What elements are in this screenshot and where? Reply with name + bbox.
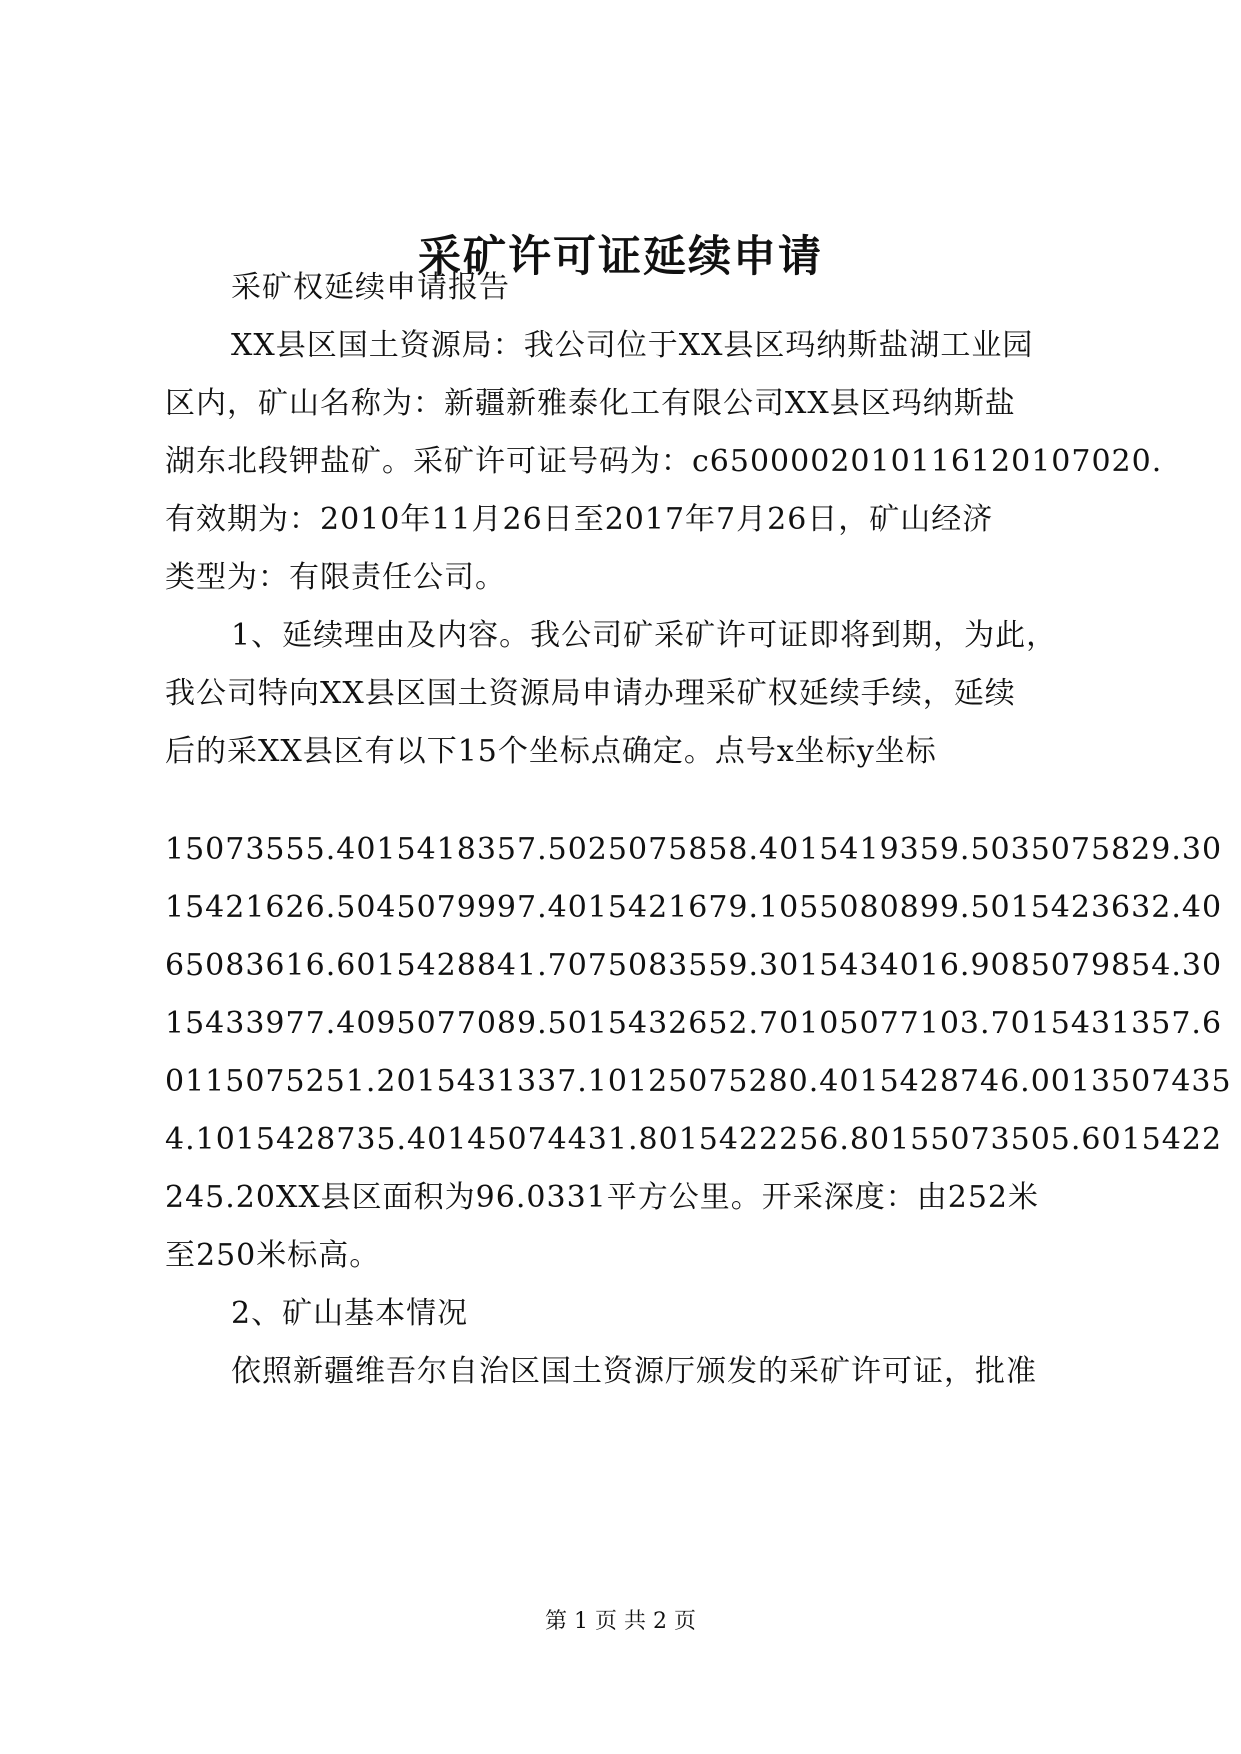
coordinate-line: 65083616.6015428841.7075083559.3015434016.9085079854.30 (165, 948, 1223, 983)
coordinate-line: 0115075251.2015431337.10125075280.4015428746.0013507435 (165, 1064, 1232, 1099)
paragraph-line: 1、延续理由及内容。我公司矿采矿许可证即将到期，为此， (231, 618, 1058, 653)
paragraph-line: 依照新疆维吾尔自治区国土资源厅颁发的采矿许可证，批准 (231, 1354, 1037, 1389)
coordinate-line: 15073555.4015418357.5025075858.4015419359.5035075829.30 (165, 832, 1223, 867)
paragraph-line: 有效期为：2010年11月26日至2017年7月26日，矿山经济 (165, 502, 994, 537)
coordinate-line: 15433977.4095077089.5015432652.70105077103.7015431357.6 (165, 1006, 1223, 1041)
coordinate-line: 4.1015428735.40145074431.8015422256.80155073505.6015422 (165, 1122, 1223, 1157)
paragraph-line: 245.20XX县区面积为96.0331平方公里。开采深度：由252米 (165, 1180, 1040, 1215)
paragraph-line: 后的采XX县区有以下15个坐标点确定。点号x坐标y坐标 (165, 734, 937, 769)
page-footer: 第 1 页 共 2 页 (545, 1609, 696, 1634)
paragraph-line: 我公司特向XX县区国土资源局申请办理采矿权延续手续，延续 (165, 676, 1016, 711)
paragraph-line: 类型为：有限责任公司。 (165, 560, 506, 595)
paragraph-line: XX县区国土资源局：我公司位于XX县区玛纳斯盐湖工业园 (231, 328, 1034, 363)
section-heading: 2、矿山基本情况 (231, 1296, 469, 1331)
subtitle-line: 采矿权延续申请报告 (231, 270, 510, 305)
document-title: 采矿许可证延续申请 (418, 232, 823, 282)
paragraph-line: 区内，矿山名称为：新疆新雅泰化工有限公司XX县区玛纳斯盐 (165, 386, 1016, 421)
coordinate-line: 15421626.5045079997.4015421679.1055080899.5015423632.40 (165, 890, 1223, 925)
paragraph-line: 湖东北段钾盐矿。采矿许可证号码为：c6500002010116120107020. (165, 444, 1163, 479)
paragraph-line: 至250米标高。 (165, 1238, 381, 1273)
